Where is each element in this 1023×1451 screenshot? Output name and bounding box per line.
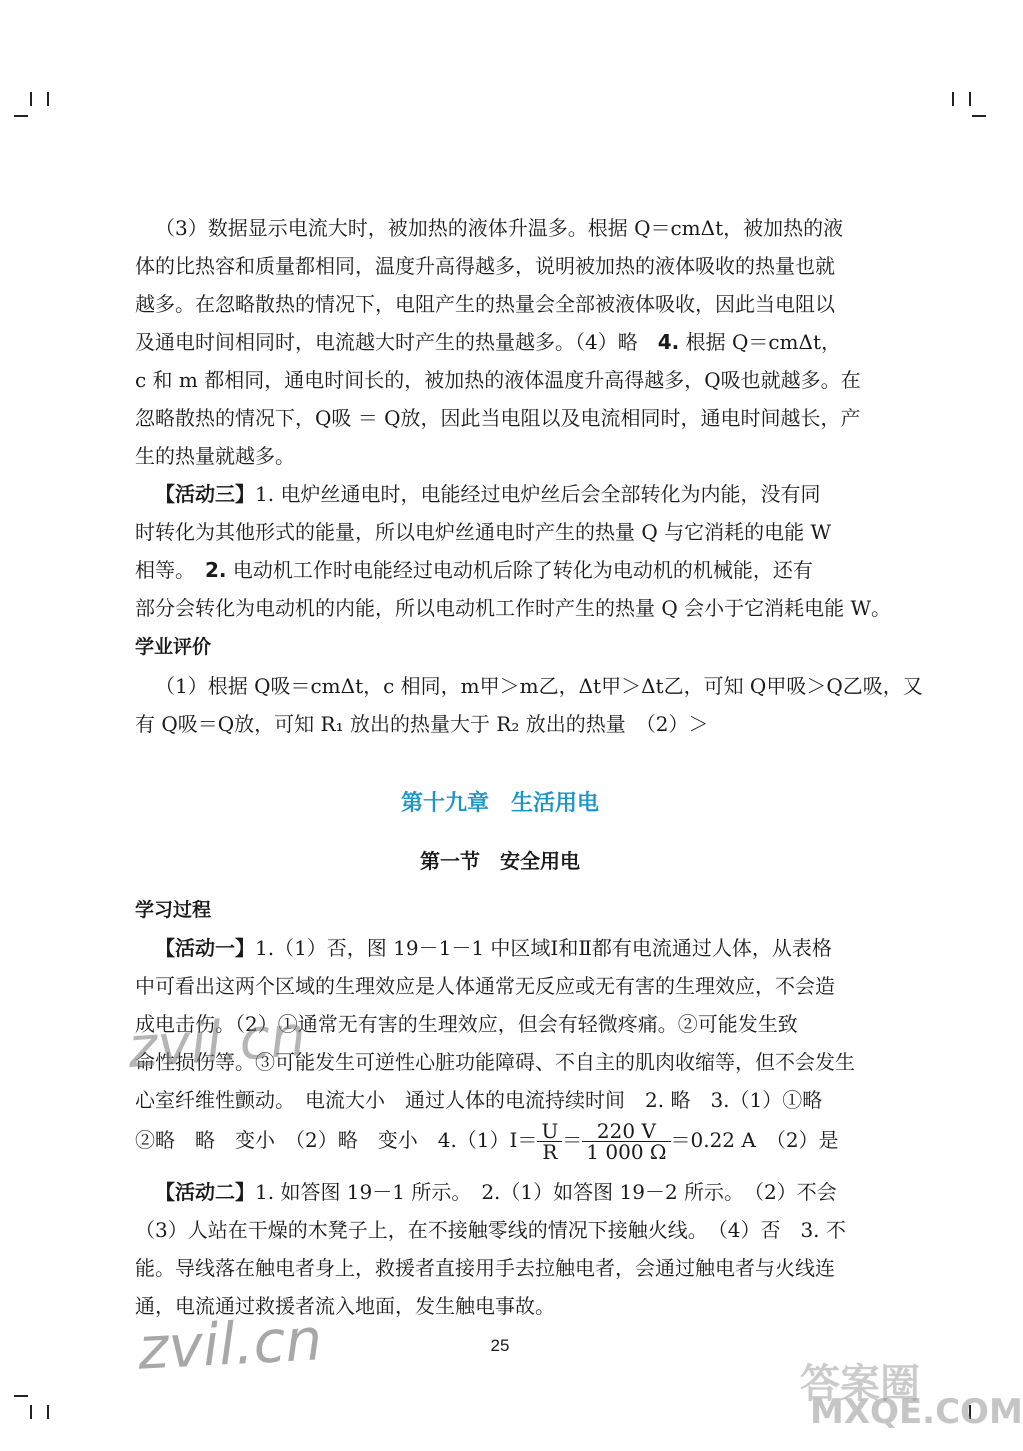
act2-line-1	[155, 1178, 870, 1206]
act1-line-5: 心室纤维性颤动。 电流大小 通过人体的电流持续时间 2. 略 3.（1）①略	[135, 1088, 823, 1112]
act3-line-3	[135, 556, 870, 584]
crop-mark	[30, 92, 32, 106]
act1-line-1	[155, 934, 870, 962]
frac-numerator: U	[537, 1121, 562, 1142]
crop-mark	[47, 92, 49, 106]
para1-line-2: 体的比热容和质量都相同，温度升高得越多，说明被加热的液体吸收的热量也就	[135, 254, 835, 278]
para1-line-7: 生的热量就越多。	[135, 444, 295, 468]
fraction-u-over-r	[537, 1121, 562, 1162]
fraction-values	[582, 1121, 670, 1162]
para1-line-4-tail: 根据 Q＝cmΔt，	[679, 330, 842, 354]
act3-line-2: 时转化为其他形式的能量，所以电炉丝通电时产生的热量 Q 与它消耗的电能 W	[135, 520, 832, 544]
frac-numerator: 220 V	[582, 1121, 670, 1142]
act3-line-4: 部分会转化为电动机的内能，所以电动机工作时产生的热量 Q 会小于它消耗电能 W。	[135, 596, 892, 620]
watermark: zvil.cn	[136, 1305, 324, 1383]
frac-denominator: R	[542, 1140, 558, 1164]
frac-denominator: 1 000 Ω	[586, 1140, 667, 1164]
act2-line-3: 能。导线落在触电者身上，救援者直接用手去拉触电者，会通过触电者与火线连	[135, 1256, 835, 1280]
act2-text-1: 1. 如答图 19－1 所示。 2.（1）如答图 19－2 所示。 （2）不会	[255, 1180, 837, 1204]
act1-line-3: 成电击伤。（2）①通常无有害的生理效应，但会有轻微疼痛。②可能发生致	[135, 1012, 798, 1036]
para1-line-6: 忽略散热的情况下，Q吸 ＝ Q放，因此当电阻以及电流相同时，通电时间越长，产	[135, 406, 861, 430]
eval-line-1: （1）根据 Q吸＝cmΔt，c 相同，m甲＞m乙，Δt甲＞Δt乙，可知 Q甲吸＞Q乙吸，又	[155, 674, 923, 698]
watermark: zvil.cn	[125, 1003, 308, 1082]
act1-text-1: 1.（1）否，图 19－1－1 中区域Ⅰ和Ⅱ都有电流通过人体，从表格	[255, 936, 832, 960]
crop-mark	[14, 1395, 28, 1397]
activity-label: 【活动二】	[155, 1180, 255, 1204]
item-number: 2.	[205, 558, 227, 582]
para1-line-3: 越多。在忽略散热的情况下，电阻产生的热量会全部被液体吸收，因此当电阻以	[135, 292, 835, 316]
act1-line-6: ②略 略 变小 （2）略 变小 4.（1）I＝ $\frac{U}{R}$ ＝ $\frac{220 V}{1 000 \Omega}$ ＝0.22 A （2）是	[135, 1119, 839, 1164]
act1-line-4: 命性损伤等。③可能发生可逆性心脏功能障碍、不自主的肌肉收缩等，但不会发生	[135, 1050, 855, 1074]
section-heading-eval: 学业评价	[135, 636, 212, 658]
crop-mark	[47, 1405, 49, 1419]
crop-mark	[14, 115, 28, 117]
act2-line-2: （3）人站在干燥的木凳子上，在不接触零线的情况下接触火线。 （4）否 3. 不	[135, 1218, 846, 1242]
crop-mark	[972, 115, 986, 117]
act3-text-3: 相等。	[135, 558, 185, 582]
chapter-title: 第十九章 生活用电	[400, 791, 599, 816]
crop-mark	[30, 1405, 32, 1419]
para1-line-1: （3）数据显示电流大时，被加热的液体升温多。根据 Q＝cmΔt，被加热的液	[155, 216, 844, 240]
act3-line-1	[155, 480, 870, 508]
act1-line-2: 中可看出这两个区域的生理效应是人体通常无反应或无有害的生理效应，不会造	[135, 974, 835, 998]
eval-line-2: 有 Q吸＝Q放，可知 R₁ 放出的热量大于 R₂ 放出的热量 （2）＞	[135, 712, 709, 736]
para1-line-5: c 和 m 都相同，通电时间长的，被加热的液体温度升高得越多，Q吸也就越多。在	[135, 368, 861, 392]
act1-line-6-pre: ②略 略 变小 （2）略 变小 4.（1）I＝	[135, 1128, 538, 1152]
activity-label: 【活动一】	[155, 936, 255, 960]
act3-text-1: 1. 电炉丝通电时，电能经过电炉丝后会全部转化为内能，没有同	[255, 482, 821, 506]
section-heading-process: 学习过程	[135, 899, 212, 921]
activity-label: 【活动三】	[155, 482, 255, 506]
crop-mark	[952, 92, 954, 106]
para1-line-4-text: 及通电时间相同时，电流越大时产生的热量越多。（4）略	[135, 330, 658, 354]
watermark: MXQE.COM	[810, 1392, 1023, 1432]
act3-text-3b: 电动机工作时电能经过电动机后除了转化为电动机的机械能，还有	[226, 558, 813, 582]
watermark-logo: 答案圈	[800, 1361, 920, 1407]
para1-line-4	[135, 328, 870, 356]
crop-mark	[969, 92, 971, 106]
act1-line-6-post: ＝0.22 A （2）是	[670, 1128, 839, 1152]
item-number: 4.	[657, 330, 680, 354]
section-title: 第一节 安全用电	[420, 849, 580, 873]
act2-line-4: 通，电流通过救援者流入地面，发生触电事故。	[135, 1294, 555, 1318]
page-number: 25	[490, 1336, 510, 1355]
